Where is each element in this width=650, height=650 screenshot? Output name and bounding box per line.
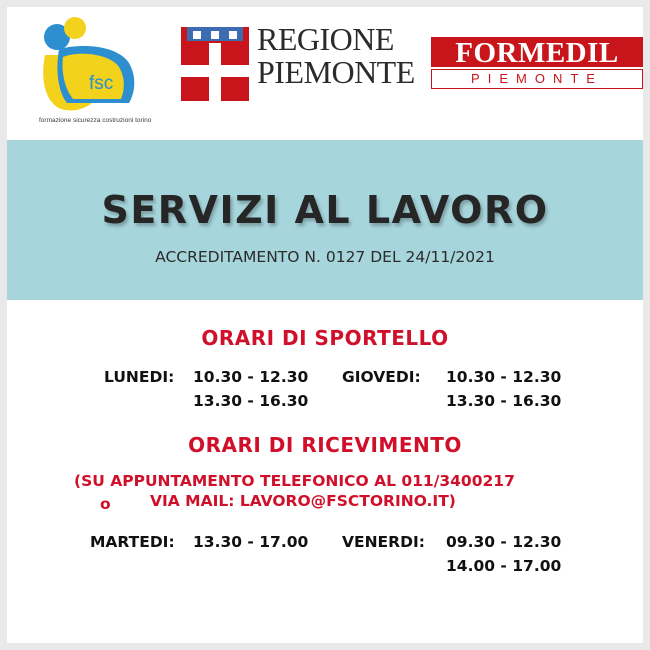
banner-title: SERVIZI AL LAVORO bbox=[101, 188, 549, 232]
sportello-left-time-1: 10.30 - 12.30 bbox=[193, 368, 309, 386]
regione-line2: PIEMONTE bbox=[257, 54, 415, 90]
formedil-title: FORMEDIL bbox=[431, 37, 643, 67]
fsc-logo-text: fsc bbox=[89, 73, 114, 94]
regione-piemonte-text bbox=[257, 23, 415, 89]
sportello-left-time-2: 13.30 - 16.30 bbox=[193, 392, 309, 410]
ricevimento-title: ORARI DI RICEVIMENTO bbox=[188, 433, 462, 457]
sportello-title: ORARI DI SPORTELLO bbox=[201, 326, 449, 350]
ricevimento-right-day: VENERDI: bbox=[342, 533, 425, 551]
ricevimento-note-line1: (SU APPUNTAMENTO TELEFONICO AL 011/3400217 bbox=[74, 472, 515, 490]
ricevimento-left-time-1: 13.30 - 17.00 bbox=[193, 533, 309, 551]
formedil-logo bbox=[431, 37, 647, 97]
ricevimento-note-or: o bbox=[100, 495, 111, 513]
sportello-right-time-1: 10.30 - 12.30 bbox=[446, 368, 562, 386]
header-logos bbox=[7, 7, 643, 140]
ricevimento-left-day: MARTEDI: bbox=[90, 533, 175, 551]
regione-line1: REGIONE bbox=[257, 21, 394, 57]
sportello-right-time-2: 13.30 - 16.30 bbox=[446, 392, 562, 410]
banner-subtitle: ACCREDITAMENTO N. 0127 DEL 24/11/2021 bbox=[155, 248, 495, 266]
ricevimento-right-time-2: 14.00 - 17.00 bbox=[446, 557, 562, 575]
sportello-right-day: GIOVEDI: bbox=[342, 368, 421, 386]
sportello-left-day: LUNEDI: bbox=[104, 368, 175, 386]
fsc-caption: formazione sicurezza costruzioni torino bbox=[39, 117, 152, 124]
ricevimento-right-time-1: 09.30 - 12.30 bbox=[446, 533, 562, 551]
regione-piemonte-crest bbox=[179, 25, 251, 103]
banner bbox=[7, 140, 643, 300]
ricevimento-note-line2: VIA MAIL: LAVORO@FSCTORINO.IT) bbox=[150, 492, 456, 510]
formedil-subtitle: PIEMONTE bbox=[431, 69, 643, 89]
